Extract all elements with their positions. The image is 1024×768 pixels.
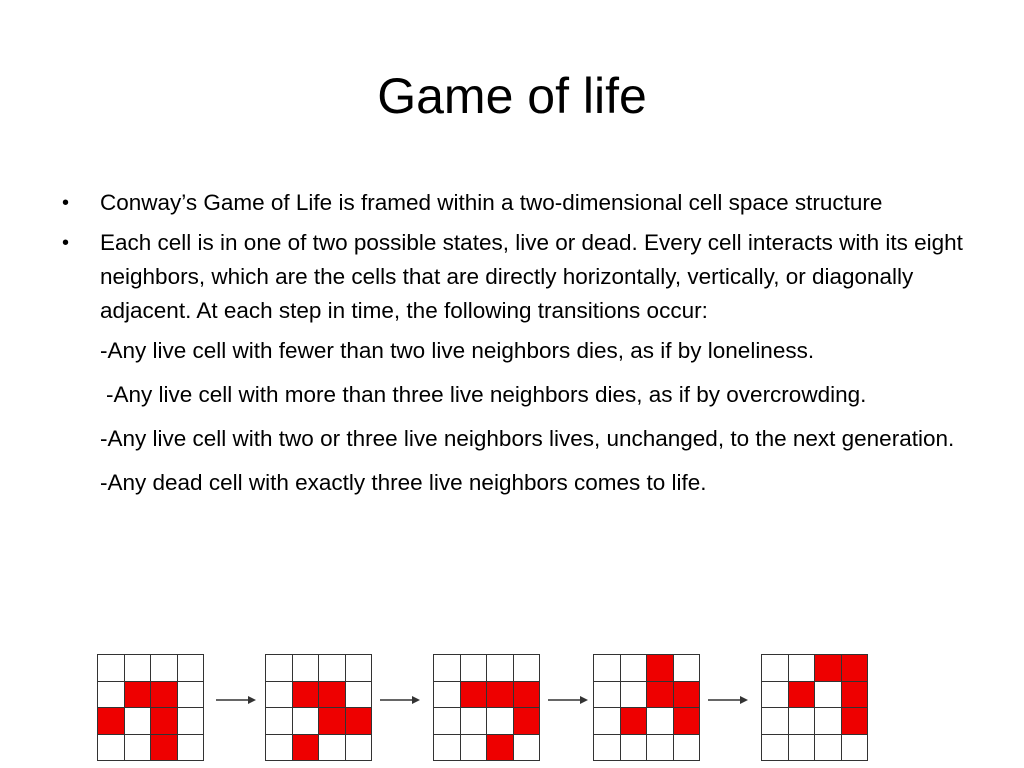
dead-cell — [762, 735, 789, 762]
live-cell — [151, 708, 178, 735]
live-cell — [346, 708, 373, 735]
slide-title: Game of life — [377, 68, 647, 124]
right-arrow-icon — [380, 694, 420, 706]
dead-cell — [594, 708, 621, 735]
dead-cell — [346, 655, 373, 682]
bullet-dot-icon: • — [62, 232, 70, 254]
dead-cell — [98, 682, 125, 709]
dead-cell — [514, 655, 541, 682]
live-cell — [151, 682, 178, 709]
life-grid — [433, 654, 540, 761]
dead-cell — [594, 655, 621, 682]
dead-cell — [789, 735, 816, 762]
dead-cell — [293, 655, 320, 682]
dead-cell — [621, 682, 648, 709]
live-cell — [842, 655, 869, 682]
dead-cell — [461, 655, 488, 682]
dead-cell — [594, 735, 621, 762]
dead-cell — [647, 735, 674, 762]
dead-cell — [815, 735, 842, 762]
right-arrow-icon — [216, 694, 256, 706]
live-cell — [647, 655, 674, 682]
bullet-text: Conway’s Game of Life is framed within a two-dimensional cell space structure — [100, 190, 883, 215]
dead-cell — [487, 655, 514, 682]
dead-cell — [842, 735, 869, 762]
dead-cell — [266, 655, 293, 682]
dead-cell — [762, 682, 789, 709]
live-cell — [319, 682, 346, 709]
dead-cell — [125, 735, 152, 762]
dead-cell — [178, 708, 205, 735]
dead-cell — [346, 682, 373, 709]
live-cell — [514, 708, 541, 735]
dead-cell — [98, 655, 125, 682]
dead-cell — [621, 655, 648, 682]
live-cell — [815, 655, 842, 682]
dead-cell — [762, 708, 789, 735]
live-cell — [514, 682, 541, 709]
bullet-item — [62, 186, 972, 220]
live-cell — [674, 708, 701, 735]
dead-cell — [178, 735, 205, 762]
live-cell — [621, 708, 648, 735]
dead-cell — [178, 655, 205, 682]
dead-cell — [266, 682, 293, 709]
dead-cell — [594, 682, 621, 709]
life-grid — [593, 654, 700, 761]
live-cell — [842, 682, 869, 709]
slide-content — [62, 186, 972, 510]
live-cell — [789, 682, 816, 709]
right-arrow-icon — [548, 694, 588, 706]
dead-cell — [434, 735, 461, 762]
bullet-dot-icon: • — [62, 192, 70, 214]
dead-cell — [266, 708, 293, 735]
live-cell — [293, 682, 320, 709]
live-cell — [293, 735, 320, 762]
dead-cell — [789, 655, 816, 682]
dead-cell — [434, 655, 461, 682]
live-cell — [674, 682, 701, 709]
dead-cell — [346, 735, 373, 762]
dead-cell — [434, 682, 461, 709]
dead-cell — [434, 708, 461, 735]
rule-survival: -Any live cell with two or three live neighbors lives, unchanged, to the next generation. — [100, 426, 955, 451]
bullet-text: Each cell is in one of two possible states, live or dead. Every cell interacts with its eight neighbors, which are the cells that are directly horizontally, vertically, or diagonally adjacent. At each step in time, the following transitions occur: — [100, 230, 963, 323]
live-cell — [125, 682, 152, 709]
dead-cell — [125, 655, 152, 682]
live-cell — [842, 708, 869, 735]
live-cell — [487, 682, 514, 709]
dead-cell — [815, 708, 842, 735]
life-grid — [265, 654, 372, 761]
dead-cell — [674, 735, 701, 762]
dead-cell — [125, 708, 152, 735]
dead-cell — [487, 708, 514, 735]
dead-cell — [319, 735, 346, 762]
bullet-item — [62, 226, 972, 328]
dead-cell — [266, 735, 293, 762]
dead-cell — [151, 655, 178, 682]
dead-cell — [647, 708, 674, 735]
live-cell — [98, 708, 125, 735]
dead-cell — [293, 708, 320, 735]
live-cell — [487, 735, 514, 762]
dead-cell — [789, 708, 816, 735]
dead-cell — [621, 735, 648, 762]
life-grid — [761, 654, 868, 761]
dead-cell — [98, 735, 125, 762]
dead-cell — [762, 655, 789, 682]
dead-cell — [319, 655, 346, 682]
life-grid — [97, 654, 204, 761]
live-cell — [647, 682, 674, 709]
dead-cell — [815, 682, 842, 709]
dead-cell — [674, 655, 701, 682]
dead-cell — [514, 735, 541, 762]
dead-cell — [178, 682, 205, 709]
live-cell — [461, 682, 488, 709]
right-arrow-icon — [708, 694, 748, 706]
rule-overcrowding: -Any live cell with more than three live neighbors dies, as if by overcrowding. — [106, 382, 867, 407]
dead-cell — [461, 708, 488, 735]
generation-sequence — [0, 652, 1024, 768]
live-cell — [319, 708, 346, 735]
rule-loneliness: -Any live cell with fewer than two live neighbors dies, as if by loneliness. — [100, 338, 815, 363]
live-cell — [151, 735, 178, 762]
dead-cell — [461, 735, 488, 762]
rule-birth: -Any dead cell with exactly three live neighbors comes to life. — [100, 470, 707, 495]
